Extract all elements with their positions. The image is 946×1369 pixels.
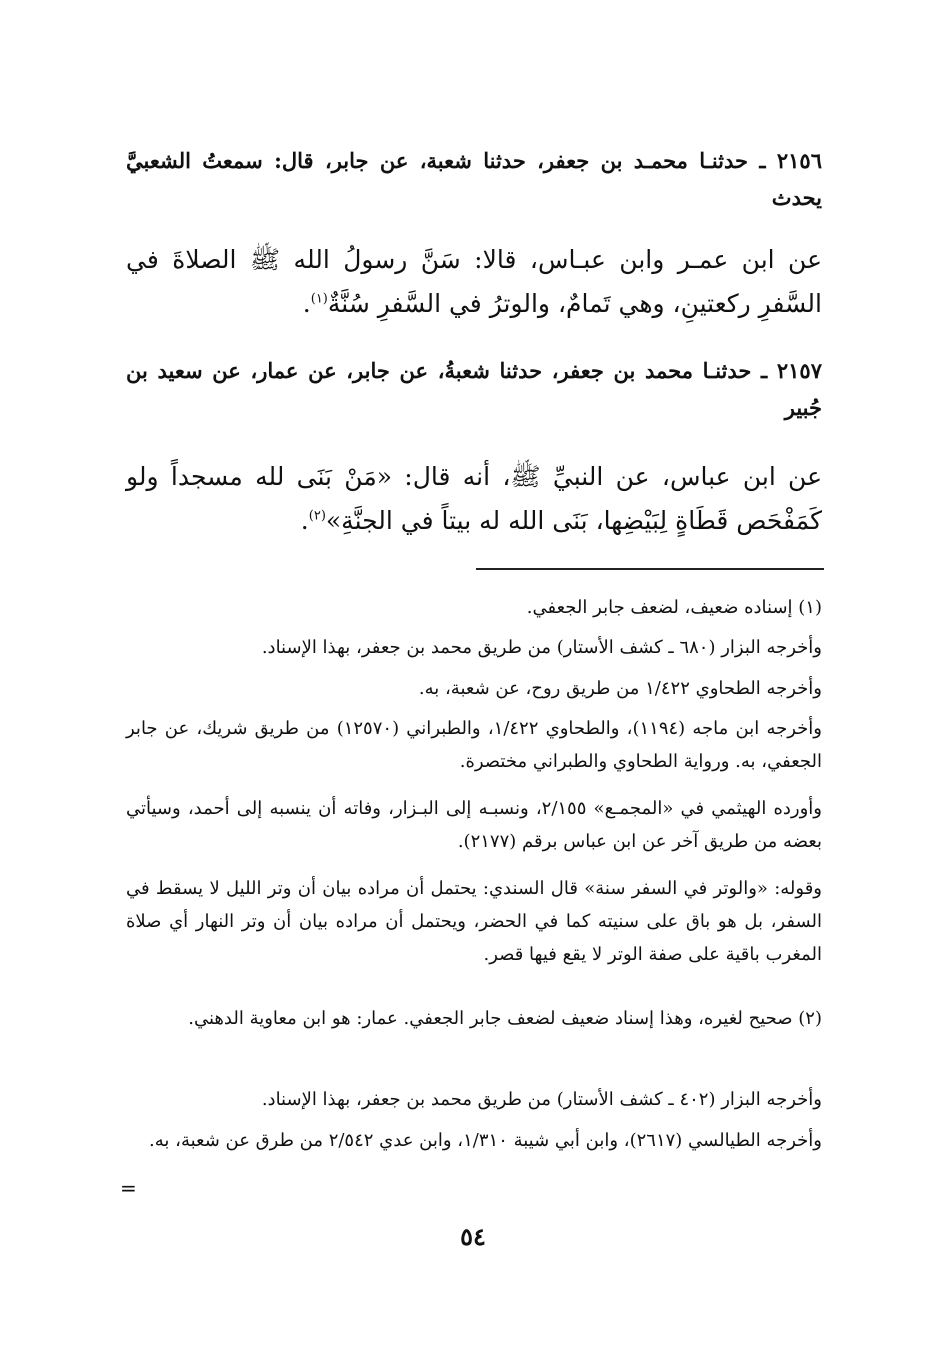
page-number: ٥٤ <box>460 1222 486 1251</box>
hadith-2156-matn-text: عن ابن عمـر وابن عبـاس، قالا: سَنَّ رسولُ الله ﷺ الصلاةَ في السَّفرِ ركعتينِ، وهي تَمامٌ، والوترُ في السَّفرِ سُنَّةٌ <box>126 245 822 318</box>
footnote-marker-2: (٢) <box>308 508 326 524</box>
continued-mark: = <box>120 1176 137 1200</box>
hadith-2157-matn <box>126 455 822 543</box>
hadith-2157-isnad <box>126 352 822 426</box>
footnote-2-line-2: وأخرجه البزار (٤٠٢ ـ كشف الأستار) من طريق محمد بن جعفر، بهذا الإسناد. <box>261 1089 822 1110</box>
footnote-1-line-6: وقوله: «والوتر في السفر سنة» قال السندي: يحتمل أن مراده بيان أن وتر الليل لا يسقط في السفر، بل هو باق على سنيته كما في الحضر، ويحتمل أن مراده بيان أن وتر النهار أي صلاة المغرب باقية على صفة الوتر لا يقع فيها قصر. <box>126 878 822 965</box>
hadith-2156-end: . <box>302 289 311 318</box>
hadith-2157-isnad-text: ـ حدثنـا محمد بن جعفر، حدثنا شعبةُ، عن جابر، عن عمار، عن سعيد بن جُبير <box>126 358 822 420</box>
hadith-2157-number: ٢١٥٧ <box>776 358 822 383</box>
footnote-2-line-3: وأخرجه الطيالسي (٢٦١٧)، وابن أبي شيبة ١/٣١٠، وابن عدي ٢/٥٤٢ من طرق عن شعبة، به. <box>149 1130 822 1151</box>
footnote-2-line-1: (٢) صحيح لغيره، وهذا إسناد ضعيف لضعف جابر الجعفي. عمار: هو ابن معاوية الدهني. <box>188 1008 822 1029</box>
hadith-2157-matn-text: عن ابن عباس، عن النبيِّ ﷺ، أنه قال: «مَنْ بَنَى لله مسجداً ولو كَمَفْحَص قَطَاةٍ لِبَيْضِها، بَنَى الله له بيتاً في الجنَّةِ» <box>126 462 822 535</box>
footnote-1-line-4: وأخرجه ابن ماجه (١١٩٤)، والطحاوي ١/٤٢٢، والطبراني (١٢٥٧٠) من طريق شريك، عن جابر الجعفي، به. ورواية الطحاوي والطبراني مختصرة. <box>126 718 822 772</box>
hadith-2156-number: ٢١٥٦ <box>776 148 822 173</box>
footnote-1-line-2: وأخرجه البزار (٦٨٠ ـ كشف الأستار) من طريق محمد بن جعفر، بهذا الإسناد. <box>261 637 822 658</box>
footnote-1-line-1: (١) إسناده ضعيف، لضعف جابر الجعفي. <box>526 597 822 618</box>
hadith-2157-end: . <box>300 506 309 535</box>
footnote-separator <box>476 568 824 570</box>
footnote-1-line-5: وأورده الهيثمي في «المجمـع» ٢/١٥٥، ونسبـه إلى البـزار، وفاته أن ينسبه إلى أحمد، وسيأتي بعضه من طريق آخر عن ابن عباس برقم (٢١٧٧). <box>126 798 823 852</box>
hadith-2156-isnad <box>126 142 822 216</box>
footnote-1-line-3: وأخرجه الطحاوي ١/٤٢٢ من طريق روح، عن شعبة، به. <box>418 678 822 699</box>
footnote-marker-1: (١) <box>310 291 328 307</box>
hadith-2156-matn <box>126 238 822 326</box>
hadith-2156-isnad-text: ـ حدثنـا محمـد بن جعفر، حدثنا شعبة، عن جابر، قال: سمعتُ الشعبيَّ يحدث <box>126 148 822 210</box>
